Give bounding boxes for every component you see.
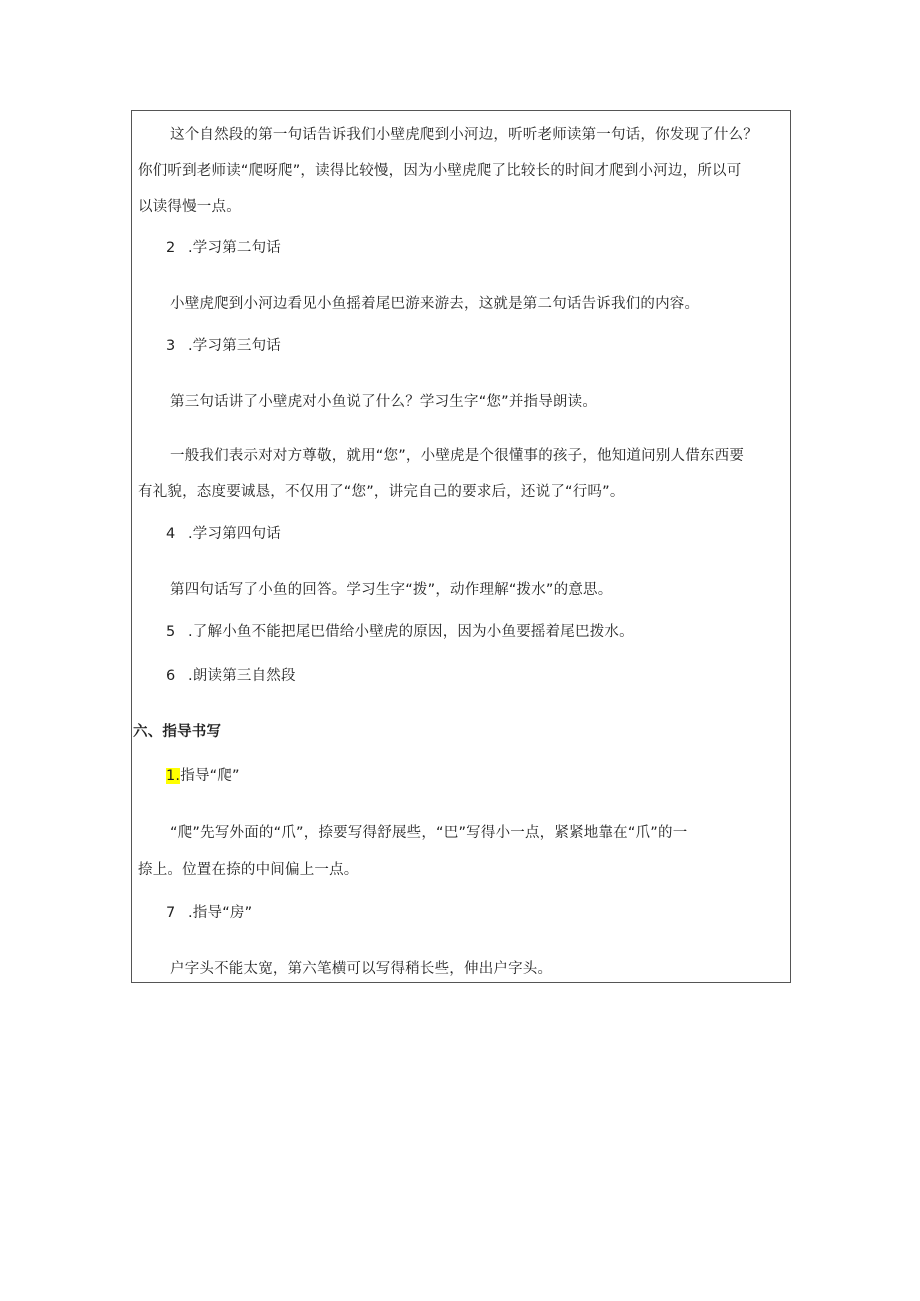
item-5-text: .了解小鱼不能把尾巴借给小壁虎的原因，因为小鱼要摇着尾巴拨水。 (188, 624, 634, 640)
item-2-number: 2 (166, 240, 176, 256)
item-5 (166, 622, 634, 642)
item-3 (166, 336, 281, 356)
item-6-number: 6 (166, 668, 176, 684)
write-item-1-number: 1. (166, 768, 181, 784)
write-item-1-text: 指导“爬” (180, 768, 240, 784)
para2: 小壁虎爬到小河边看见小鱼摇着尾巴游来游去，这就是第二句话告诉我们的内容。 (170, 296, 700, 312)
section-heading: 六、指导书写 (133, 724, 222, 740)
write-item-7 (166, 903, 252, 923)
item-2 (166, 238, 281, 258)
item-2-text: .学习第二句话 (188, 240, 282, 256)
para5: 第四句话写了小鱼的回答。学习生字“拨”，动作理解“拨水”的意思。 (170, 582, 613, 598)
para1-line2: 你们听到老师读“爬呀爬”，读得比较慢，因为小壁虎爬了比较长的时间才爬到小河边，所以可 (138, 163, 742, 179)
item-4-number: 4 (166, 526, 176, 542)
item-3-text: .学习第三句话 (188, 338, 282, 354)
para1-line3: 以读得慢一点。 (138, 199, 241, 215)
item-4-text: .学习第四句话 (188, 526, 282, 542)
item-4 (166, 524, 281, 544)
item-5-number: 5 (166, 624, 176, 640)
item-6 (166, 666, 296, 686)
para3: 第三句话讲了小壁虎对小鱼说了什么？学习生字“您”并指导朗读。 (170, 394, 598, 410)
write-item-7-number: 7 (166, 905, 176, 921)
para7: 户字头不能太宽，第六笔横可以写得稍长些，伸出户字头。 (170, 961, 553, 977)
para1-line1: 这个自然段的第一句话告诉我们小壁虎爬到小河边，听听老师读第一句话，你发现了什么？ (170, 127, 758, 143)
item-6-text: .朗读第三自然段 (188, 668, 296, 684)
item-3-number: 3 (166, 338, 176, 354)
para4-line2: 有礼貌，态度要诚恳，不仅用了“您”，讲完自己的要求后，还说了“行吗”。 (138, 484, 625, 500)
para4-line1: 一般我们表示对对方尊敬，就用“您”，小壁虎是个很懂事的孩子，他知道问别人借东西要 (170, 448, 745, 464)
para6-line1: “爬”先写外面的“爪”，捺要写得舒展些，“巴”写得小一点，紧紧地靠在“爪”的一 (170, 825, 688, 841)
write-item-7-text: .指导“房” (188, 905, 253, 921)
para6-line2: 捺上。位置在捺的中间偏上一点。 (138, 862, 359, 878)
write-item-1 (166, 766, 240, 786)
